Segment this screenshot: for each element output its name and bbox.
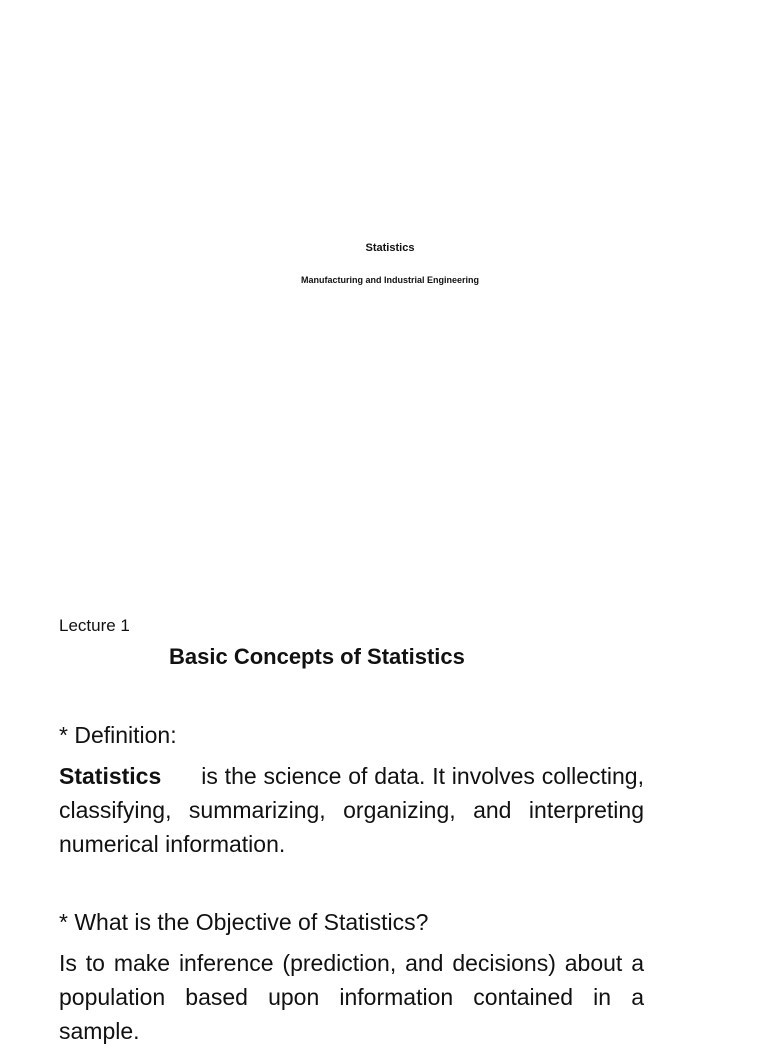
- lecture-title: Basic Concepts of Statistics: [169, 644, 465, 669]
- objective-heading: * What is the Objective of Statistics?: [59, 909, 429, 935]
- definition-paragraph: [59, 759, 644, 861]
- objective-paragraph: Is to make inference (prediction, and decisions) about a population based upon information contained in a sample.: [59, 950, 644, 1044]
- lecture-label: Lecture 1: [59, 616, 130, 635]
- definition-term: Statistics: [59, 763, 162, 789]
- cover-subtitle: Manufacturing and Industrial Engineering: [300, 275, 479, 285]
- definition-text: is the science of data. It involves collecting, classifying, summarizing, organizing, and interpreting numerical information.: [59, 763, 644, 857]
- cover-title: Statistics: [365, 242, 415, 254]
- definition-heading: * Definition:: [59, 722, 177, 748]
